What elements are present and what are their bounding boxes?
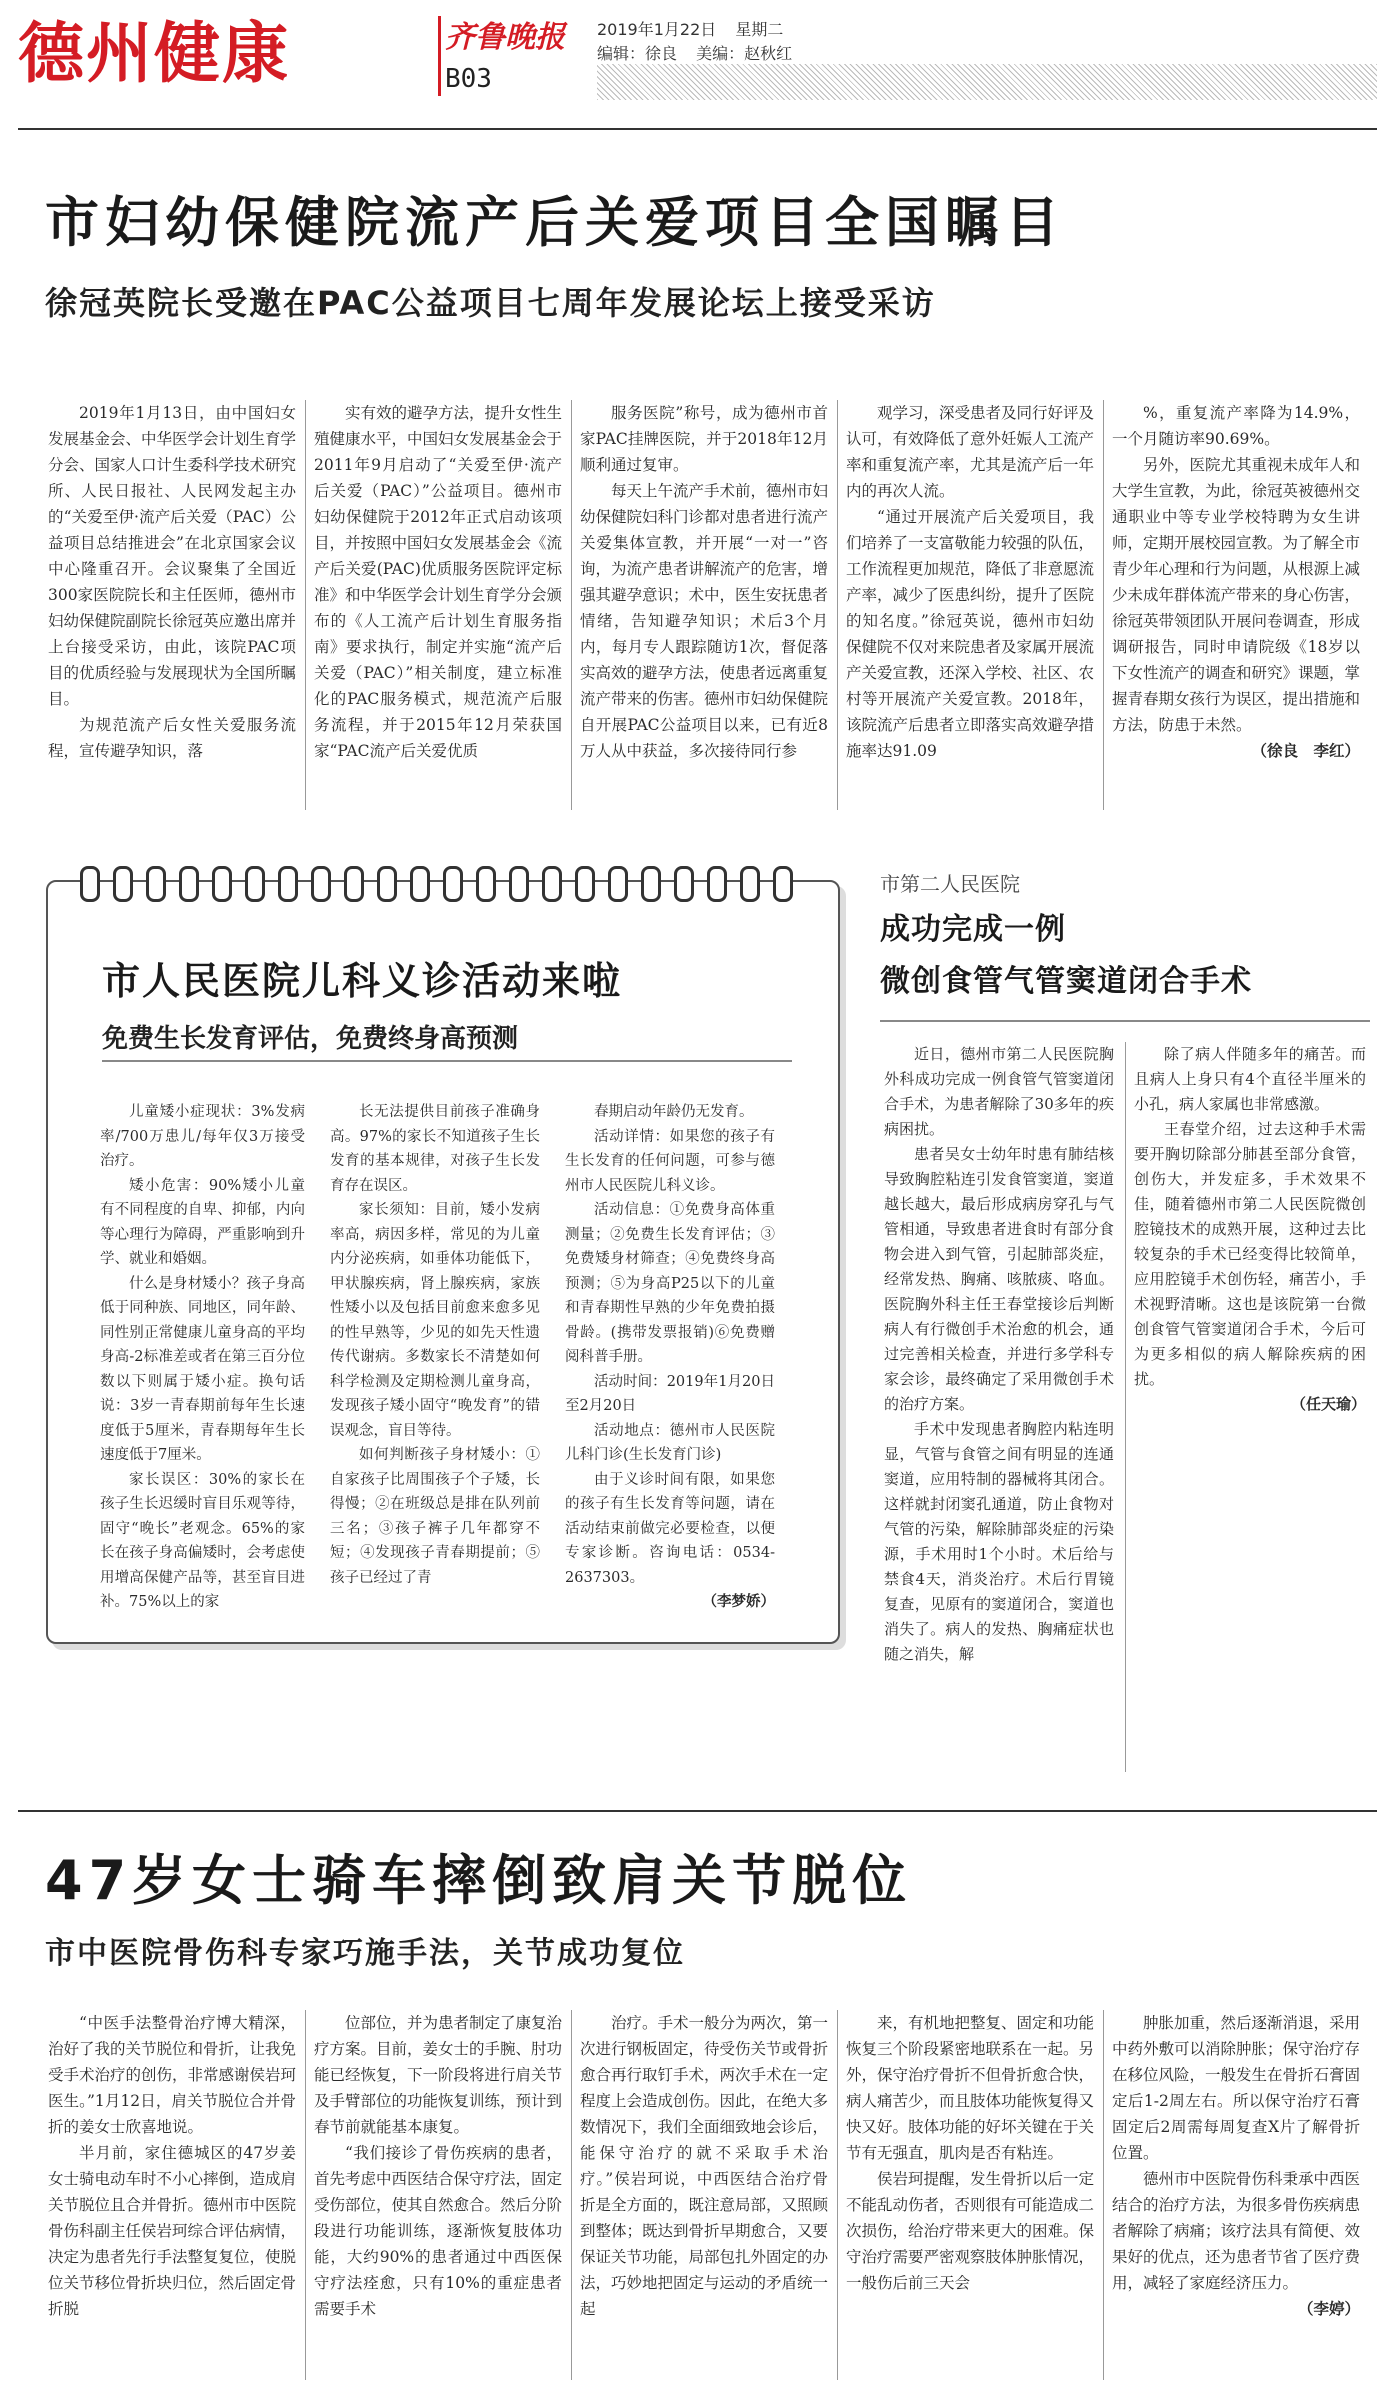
- notebook-ring-icon: [245, 866, 265, 902]
- masthead-divider: [438, 16, 441, 96]
- paragraph: 手术中发现患者胸腔内粘连明显，气管与食管之间有明显的连通窦道，应用特制的器械将其闭合。这样就封闭窦孔通道，防止食物对气管的污染，解除肺部炎症的污染源，手术用时1个小时。术后给与禁食4天，消炎治疗。术后行胃镜复查，见原有的窦道闭合，窦道也消失了。病人的发热、胸痛症状也随之消失，解: [884, 1420, 1114, 1663]
- paragraph: 长无法提供目前孩子准确身高。97%的家长不知道孩子生长发育的基本规律，对孩子生长发育存在误区。: [330, 1104, 540, 1194]
- paragraph: 侯岩珂提醒，发生骨折以后一定不能乱动伤者，否则很有可能造成二次损伤，给治疗带来更大的困难。保守治疗需要严密观察肢体肿胀情况，一般伤后前三天会: [846, 2170, 1094, 2292]
- article4-column: [48, 2010, 296, 2380]
- article1-column: [580, 400, 828, 810]
- paragraph: 家长误区：30%的家长在孩子生长迟缓时盲目乐观等待，固守“晚长”老观念。65%的家长在孩子身高偏矮时，会考虑使用增高保健产品等，甚至盲目进补。75%以上的家: [100, 1471, 305, 1610]
- paragraph: 什么是身材矮小？孩子身高低于同种族、同地区，同年龄、同性别正常健康儿童身高的平均身高-2标准差或者在第三百分位数以下则属于矮小症。换句话说：3岁一青春期前每年生长速度低于5厘米，青春期每年生长速度低于7厘米。: [100, 1275, 305, 1463]
- column-divider: [1103, 400, 1104, 810]
- notebook-ring-icon: [443, 866, 463, 902]
- paragraph: 位部位，并为患者制定了康复治疗方案。目前，姜女士的手腕、肘功能已经恢复，下一阶段将进行肩关节及手臂部位的功能恢复训练，预计到春节前就能基本康复。: [314, 2014, 562, 2136]
- notebook-ring-icon: [773, 866, 793, 902]
- paragraph: 活动时间：2019年1月20日至2月20日: [565, 1373, 775, 1414]
- article2-rule: [102, 1060, 792, 1062]
- article4-subhead: 市中医院骨伤科专家巧施手法，关节成功复位: [45, 1936, 685, 1971]
- paragraph: 治疗。手术一般分为两次，第一次进行钢板固定，待受伤关节或骨折愈合再行取钉手术，两次手术在一定程度上会造成创伤。因此，在绝大多数情况下，我们全面细致地会诊后，能保守治疗的就不采取手术治疗。”侯岩珂说，中西医结合治疗骨折是全方面的，既注意局部，又照顾到整体；既达到骨折早期愈合，又要保证关节功能，局部包扎外固定的办法，巧妙地把固定与运动的矛盾统一起: [580, 2014, 828, 2318]
- paragraph: 服务医院”称号，成为德州市首家PAC挂牌医院，并于2018年12月顺利通过复审。: [580, 404, 828, 474]
- notebook-ring-icon: [311, 866, 331, 902]
- article1-column: [846, 400, 1094, 810]
- paragraph: 除了病人伴随多年的痛苦。而且病人上身只有4个直径半厘米的小孔，病人家属也非常感激。: [1134, 1045, 1366, 1113]
- masthead-pattern: [597, 64, 1377, 100]
- paragraph: 近日，德州市第二人民医院胸外科成功完成一例食管气管窦道闭合手术，为患者解除了30多年的疾病困扰。: [884, 1045, 1114, 1138]
- editor-credit: 编辑：徐良: [597, 44, 678, 63]
- paragraph: 为规范流产后女性关爱服务流程，宣传避孕知识，落: [48, 716, 296, 760]
- article2-headline: 市人民医院儿科义诊活动来啦: [102, 959, 623, 1003]
- paragraph: 2019年1月13日，由中国妇女发展基金会、中华医学会计划生育学分会、国家人口计生委科学技术研究所、人民日报社、人民网发起主办的“关爱至伊·流产后关爱（PAC）公益项目总结推进会”在北京国家会议中心隆重召开。会议聚集了全国近300家医院院长和主任医师，德州市妇幼保健院副院长徐冠英应邀出席并上台接受采访，由此，该院PAC项目的优质经验与发展现状为全国所瞩目。: [48, 404, 296, 708]
- notebook-ring-icon: [740, 866, 760, 902]
- article3-headline-line1: 成功完成一例: [880, 912, 1066, 947]
- article4-column: [314, 2010, 562, 2380]
- notebook-ring-icon: [278, 866, 298, 902]
- article3-rule: [880, 1020, 1370, 1022]
- article4-column: [846, 2010, 1094, 2380]
- column-divider: [571, 400, 572, 810]
- paragraph: 家长须知：目前，矮小发病率高，病因多样，常见的为儿童内分泌疾病，如垂体功能低下，甲状腺疾病，肾上腺疾病，家族性矮小以及包括目前愈来愈多见的性早熟等，少见的如先天性遗传代谢病。多数家长不清楚如何科学检测及定期检测儿童身高，发现孩子矮小固守“晚发育”的错误观念，盲目等待。: [330, 1202, 540, 1439]
- article2-column: [100, 1100, 305, 1620]
- byline: （李婷）: [1297, 2299, 1360, 2318]
- notebook-ring-icon: [575, 866, 595, 902]
- column-divider: [1125, 1042, 1126, 1772]
- notebook-ring-icon: [476, 866, 496, 902]
- column-divider: [837, 400, 838, 810]
- notebook-ring-icon: [410, 866, 430, 902]
- column-divider: [571, 2010, 572, 2380]
- paragraph: “中医手法整骨治疗博大精深，治好了我的关节脱位和骨折，让我免受手术治疗的创伤，非常感谢侯岩珂医生。”1月12日，肩关节脱位合并骨折的姜女士欣喜地说。: [48, 2014, 296, 2136]
- paragraph: “通过开展流产后关爱项目，我们培养了一支富敬能力较强的队伍，工作流程更加规范，降低了非意愿流产率，减少了医患纠纷，提升了医院的知名度。”徐冠英说，德州市妇幼保健院不仅对来院患者及家属开展流产关爱宣教，还深入学校、社区、农村等开展流产关爱宣教。2018年，该院流产后患者立即落实高效避孕措施率达91.09: [846, 508, 1094, 760]
- notebook-ring-icon: [146, 866, 166, 902]
- paragraph: %，重复流产率降为14.9%，一个月随访率90.69%。: [1112, 404, 1360, 448]
- article4-top-rule: [18, 1810, 1377, 1812]
- article1-headline: 市妇幼保健院流产后关爱项目全国瞩目: [45, 191, 1065, 254]
- designer-credit: 美编：赵秋红: [696, 44, 793, 63]
- issue-info: [597, 18, 806, 66]
- article2-column: [565, 1100, 775, 1620]
- byline: （李梦娇）: [702, 1593, 775, 1610]
- paragraph: 春期启动年龄仍无发育。: [594, 1104, 754, 1120]
- article2-column: [330, 1100, 540, 1620]
- paper-logo-block: [445, 12, 590, 102]
- column-divider: [305, 2010, 306, 2380]
- paragraph: 由于义诊时间有限，如果您的孩子有生长发育等问题，请在活动结束前做完必要检查，以便专家诊断。咨询电话：0534-2637303。: [565, 1471, 775, 1586]
- paragraph: 如何判断孩子身材矮小：①自家孩子比周围孩子个子矮，长得慢；②在班级总是排在队列前三名；③孩子裤子几年都穿不短；④发现孩子青春期提前；⑤孩子已经过了青: [330, 1447, 540, 1586]
- paragraph: 活动信息：①免费身高体重测量；②免费生长发育评估；③免费矮身材筛查；④免费终身高预测；⑤为身高P25以下的儿童和青春期性早熟的少年免费拍摄骨龄。(携带发票报销)⑥免费赠阅科普手册。: [565, 1202, 775, 1365]
- article4-column: [580, 2010, 828, 2380]
- paragraph: 来，有机地把整复、固定和功能恢复三个阶段紧密地联系在一起。另外，保守治疗骨折不但骨折愈合快，病人痛苦少，而且肢体功能恢复得又快又好。肢体功能的好坏关键在于关节有无强直，肌肉是否有粘连。: [846, 2014, 1094, 2162]
- notebook-ring-icon: [509, 866, 529, 902]
- byline: （任天瑜）: [1290, 1395, 1366, 1413]
- column-divider: [837, 2010, 838, 2380]
- article3-column: [884, 1042, 1114, 1772]
- page-code: B03: [445, 64, 492, 94]
- paragraph: 患者吴女士幼年时患有肺结核导致胸腔粘连引发食管窦道，窦道越长越大，最后形成病房穿孔与气管相通，导致患者进食时有部分食物会进入到气管，引起肺部炎症，经常发热、胸痛、咳脓痰、咯血。医院胸外科主任王春堂接诊后判断病人有行微创手术治愈的机会，通过完善相关检查，并进行多学科专家会诊，最终确定了采用微创手术的治疗方案。: [884, 1145, 1114, 1413]
- paragraph: 王春堂介绍，过去这种手术需要开胸切除部分肺甚至部分食管，创伤大，并发症多，手术效果不佳，随着德州市第二人民医院微创腔镜技术的成熟开展，这种过去比较复杂的手术已经变得比较简单，应用腔镜手术创伤轻，痛苦小，手术视野清晰。这也是该院第一台微创食管气管窦道闭合手术，今后可为更多相似的病人解除疾病的困扰。: [1134, 1120, 1366, 1388]
- notebook-ring-icon: [212, 866, 232, 902]
- notebook-ring-icon: [113, 866, 133, 902]
- article1-column: [48, 400, 296, 810]
- section-name: 德州健康: [18, 15, 290, 92]
- paragraph: 实有效的避孕方法，提升女性生殖健康水平，中国妇女发展基金会于2011年9月启动了“关爱至伊·流产后关爱（PAC）”公益项目。德州市妇幼保健院于2012年正式启动该项目，并按照中国妇女发展基金会《流产后关爱(PAC)优质服务医院评定标准》和中华医学会计划生育学分会颁布的《人工流产后计划生育服务指南》要求执行，制定并实施“流产后关爱（PAC）”相关制度，建立标准化的PAC服务模式，规范流产后服务流程，并于2015年12月荣获国家“PAC流产后关爱优质: [314, 404, 562, 760]
- article1-subhead: 徐冠英院长受邀在PAC公益项目七周年发展论坛上接受采访: [45, 284, 936, 322]
- notebook-ring-icon: [80, 866, 100, 902]
- paragraph: 半月前，家住德城区的47岁姜女士骑电动车时不小心摔倒，造成肩关节脱位且合并骨折。德州市中医院骨伤科副主任侯岩珂综合评估病情，决定为患者先行手法整复复位，使脱位关节移位骨折块归位，然后固定骨折脱: [48, 2144, 296, 2318]
- column-divider: [1103, 2010, 1104, 2380]
- paragraph: 矮小危害：90%矮小儿童有不同程度的自卑、抑郁，内向等心理行为障碍，严重影响到升学、就业和婚姻。: [100, 1177, 305, 1267]
- paragraph: 另外，医院尤其重视未成年人和大学生宣教，为此，徐冠英被德州交通职业中等专业学校特聘为女生讲师，定期开展校园宣教。为了解全市青少年心理和行为问题，从根源上减少未成年群体流产带来的身心伤害，徐冠英带领团队开展问卷调查，形成调研报告，同时申请院级《18岁以下女性流产的调查和研究》课题，掌握青春期女孩行为误区，提出措施和方法，防患于未然。: [1112, 456, 1360, 734]
- issue-date: 2019年1月22日: [597, 20, 717, 39]
- article1-column: [314, 400, 562, 810]
- paragraph: “我们接诊了骨伤疾病的患者，首先考虑中西医结合保守疗法，固定受伤部位，使其自然愈合。然后分阶段进行功能训练，逐渐恢复肢体功能，大约90%的患者通过中西医保守疗法痊愈，只有10%的重症患者需要手术: [314, 2144, 562, 2318]
- paragraph: 儿童矮小症现状：3%发病率/700万患儿/每年仅3万接受治疗。: [100, 1104, 305, 1169]
- notebook-ring-icon: [641, 866, 661, 902]
- notebook-ring-icon: [179, 866, 199, 902]
- issue-weekday: 星期二: [735, 20, 784, 39]
- article4-column: [1112, 2010, 1360, 2380]
- article1-column: [1112, 400, 1360, 810]
- notebook-ring-icon: [674, 866, 694, 902]
- article4-headline: 47岁女士骑车摔倒致肩关节脱位: [45, 1849, 913, 1912]
- byline: （徐良 李红）: [1251, 741, 1360, 760]
- article3-headline-line2: 微创食管气管窦道闭合手术: [880, 964, 1252, 999]
- notebook-ring-icon: [542, 866, 562, 902]
- masthead-rule: [18, 128, 1377, 130]
- article2-subhead: 免费生长发育评估，免费终身高预测: [102, 1024, 519, 1054]
- paragraph: 每天上午流产手术前，德州市妇幼保健院妇科门诊都对患者进行流产关爱集体宣教，并开展“一对一”咨询，为流产患者讲解流产的危害，增强其避孕意识；术中，医生安抚患者情绪，告知避孕知识；术后3个月内，每月专人跟踪随访1次，督促落实高效的避孕方法，使患者远离重复流产带来的伤害。德州市妇幼保健院自开展PAC公益项目以来，已有近8万人从中获益，多次接待同行参: [580, 482, 828, 760]
- article3-kicker: 市第二人民医院: [880, 872, 1020, 896]
- notebook-ring-icon: [377, 866, 397, 902]
- paragraph: 活动详情：如果您的孩子有生长发育的任何问题，可参与德州市人民医院儿科义诊。: [565, 1128, 775, 1194]
- paragraph: 观学习，深受患者及同行好评及认可，有效降低了意外妊娠人工流产率和重复流产率，尤其是流产后一年内的再次人流。: [846, 404, 1094, 500]
- notebook-ring-icon: [344, 866, 364, 902]
- paragraph: 活动地点：德州市人民医院儿科门诊(生长发育门诊): [565, 1422, 775, 1463]
- notebook-ring-icon: [608, 866, 628, 902]
- paper-logo: 齐鲁晚报: [445, 20, 565, 55]
- article3-column: [1134, 1042, 1366, 1772]
- paragraph: 德州市中医院骨伤科秉承中西医结合的治疗方法，为很多骨伤疾病患者解除了病痛；该疗法具有简便、效果好的优点，还为患者节省了医疗费用，减轻了家庭经济压力。: [1112, 2170, 1360, 2292]
- column-divider: [305, 400, 306, 810]
- notebook-ring-icon: [707, 866, 727, 902]
- paragraph: 肿胀加重，然后逐渐消退，采用中药外敷可以消除肿胀；保守治疗存在移位风险，一般发生在骨折石膏固定后1-2周左右。所以保守治疗石膏固定后2周需每周复查X片了解骨折位置。: [1112, 2014, 1360, 2162]
